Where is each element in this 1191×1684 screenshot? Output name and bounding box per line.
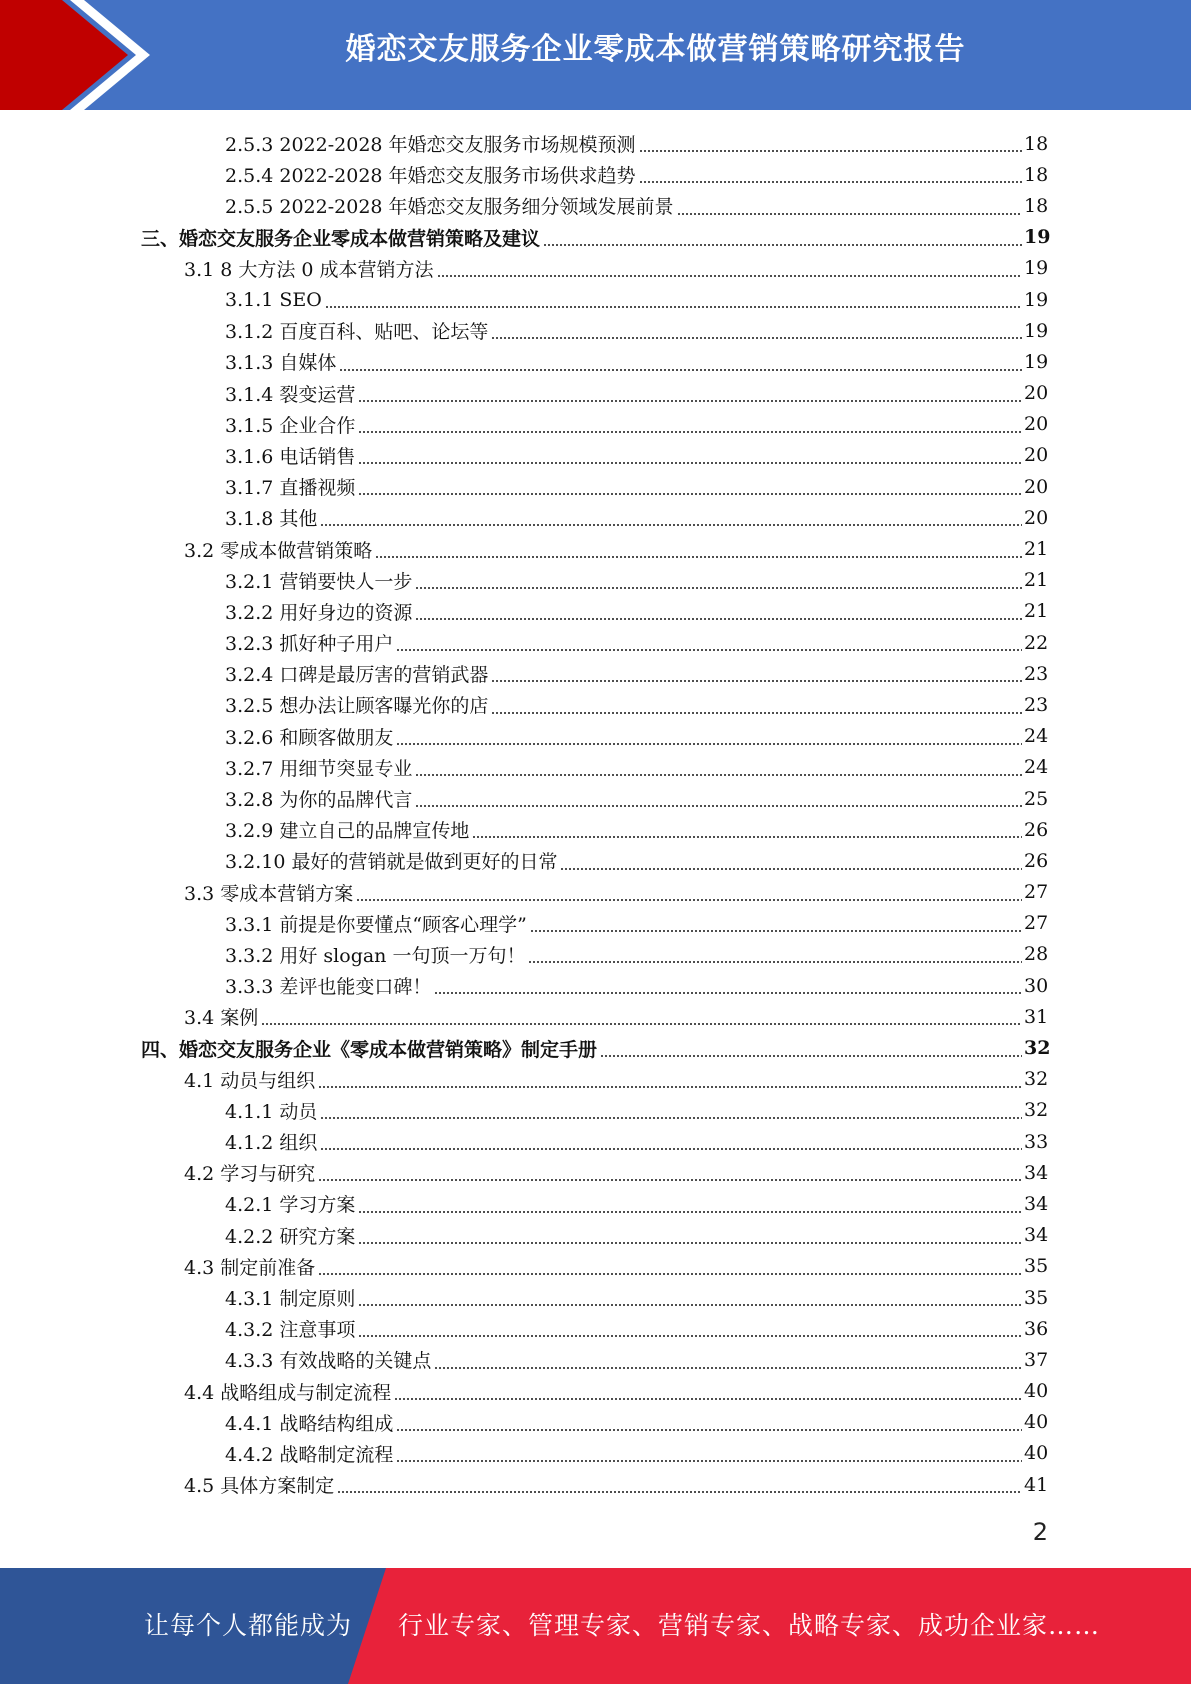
toc-entry[interactable] [0,1407,1191,1438]
toc-dot-leader [434,1367,1022,1369]
footer-slogan-right: 行业专家、管理专家、营销专家、战略专家、成功企业家…… [398,1611,1101,1640]
toc-entry[interactable] [0,908,1191,939]
toc-dot-leader [415,587,1022,589]
toc-entry-title: 3.3 零成本营销方案 [184,882,354,905]
toc-entry-page: 22 [1024,631,1049,654]
toc-entry-page: 40 [1024,1411,1049,1434]
toc-entry-title: 3.1.2 百度百科、贴吧、论坛等 [225,321,489,344]
toc-dot-leader [396,649,1022,651]
toc-entry-page: 21 [1024,538,1049,561]
toc-entry-title: 4.3.3 有效战略的关键点 [225,1350,432,1373]
toc-dot-leader [491,680,1022,682]
toc-dot-leader [396,743,1022,745]
toc-entry[interactable] [0,1064,1191,1095]
toc-entry[interactable] [0,814,1191,845]
toc-entry-title: 3.1.7 直播视频 [225,477,356,500]
toc-entry-page: 33 [1024,1130,1049,1153]
toc-entry[interactable] [0,1469,1191,1500]
table-of-contents [0,128,1191,1500]
toc-entry-title: 3.1.3 自媒体 [225,352,337,375]
toc-entry-title: 3.2.5 想办法让顾客曝光你的店 [225,695,489,718]
toc-entry-page: 35 [1024,1286,1049,1309]
toc-entry-page: 20 [1024,444,1049,467]
toc-entry-page: 27 [1024,912,1049,935]
toc-entry-page: 19 [1024,319,1049,342]
toc-entry-title: 3.3.1 前提是你要懂点“顾客心理学” [225,913,527,936]
toc-entry-page: 18 [1024,163,1049,186]
toc-dot-leader [396,1429,1022,1431]
toc-dot-leader [639,150,1022,152]
toc-dot-leader [491,712,1022,714]
toc-dot-leader [375,556,1022,558]
toc-dot-leader [528,961,1022,963]
toc-entry[interactable] [0,502,1191,533]
toc-dot-leader [325,306,1022,308]
toc-entry[interactable] [0,159,1191,190]
toc-entry-page: 23 [1024,693,1049,716]
toc-entry-title: 3.1 8 大方法 0 成本营销方法 [184,258,434,281]
toc-dot-leader [358,462,1022,464]
toc-entry[interactable] [0,1001,1191,1032]
toc-entry[interactable] [0,1282,1191,1313]
document-title: 婚恋交友服务企业零成本做营销策略研究报告 [345,32,966,67]
toc-entry[interactable] [0,315,1191,346]
toc-entry-title: 3.2 零成本做营销策略 [184,539,373,562]
toc-entry-page: 18 [1024,132,1049,155]
toc-dot-leader [261,1023,1022,1025]
toc-entry-page: 24 [1024,725,1049,748]
toc-dot-leader [358,1242,1022,1244]
page-number: 2 [1032,1518,1048,1546]
toc-entry[interactable] [0,689,1191,720]
toc-entry[interactable] [0,1376,1191,1407]
toc-entry-title: 4.2.2 研究方案 [225,1225,356,1248]
toc-dot-leader [437,275,1022,277]
toc-entry[interactable] [0,783,1191,814]
toc-entry-page: 31 [1024,1005,1049,1028]
toc-dot-leader [530,930,1022,932]
toc-entry[interactable] [0,284,1191,315]
toc-entry-page: 34 [1024,1224,1049,1247]
toc-entry-page: 19 [1024,288,1049,311]
toc-entry-title: 3.1.4 裂变运营 [225,383,356,406]
toc-entry-page: 28 [1024,943,1049,966]
footer-banner [0,1568,1191,1684]
toc-dot-leader [415,618,1022,620]
toc-entry[interactable] [0,1344,1191,1375]
toc-dot-leader [415,774,1022,776]
toc-entry-title: 2.5.4 2022-2028 年婚恋交友服务市场供求趋势 [225,165,636,188]
footer-slogan-left: 让每个人都能成为 [144,1611,353,1640]
toc-entry-title: 4.1 动员与组织 [184,1069,316,1092]
toc-entry-title: 3.2.10 最好的营销就是做到更好的日常 [225,851,558,874]
toc-entry[interactable] [0,1313,1191,1344]
toc-dot-leader [543,244,1022,246]
toc-entry-page: 20 [1024,475,1049,498]
toc-dot-leader [320,1117,1022,1119]
toc-entry-page: 19 [1024,226,1051,249]
toc-dot-leader [358,1211,1022,1213]
toc-entry[interactable] [0,222,1191,253]
toc-entry[interactable] [0,845,1191,876]
toc-entry-title: 3.2.6 和顾客做朋友 [225,726,394,749]
toc-dot-leader [415,805,1022,807]
toc-entry-title: 4.3 制定前准备 [184,1256,316,1279]
toc-entry-page: 20 [1024,382,1049,405]
toc-entry-title: 3.2.8 为你的品牌代言 [225,789,413,812]
toc-dot-leader [318,1179,1022,1181]
toc-dot-leader [358,1335,1022,1337]
toc-dot-leader [434,992,1022,994]
toc-entry-title: 2.5.5 2022-2028 年婚恋交友服务细分领域发展前景 [225,196,674,219]
toc-entry[interactable] [0,970,1191,1001]
toc-dot-leader [396,1460,1022,1462]
toc-entry[interactable] [0,1157,1191,1188]
toc-entry[interactable] [0,128,1191,159]
toc-entry-title: 3.1.5 企业合作 [225,414,356,437]
toc-entry-title: 3.1.6 电话销售 [225,445,356,468]
toc-entry-page: 35 [1024,1255,1049,1278]
toc-entry[interactable] [0,721,1191,752]
toc-dot-leader [358,400,1022,402]
toc-entry[interactable] [0,752,1191,783]
toc-entry[interactable] [0,346,1191,377]
toc-entry-title: 4.3.1 制定原则 [225,1288,356,1311]
toc-entry-page: 40 [1024,1380,1049,1403]
toc-entry-page: 36 [1024,1317,1049,1340]
toc-entry-page: 34 [1024,1161,1049,1184]
toc-dot-leader [472,836,1022,838]
toc-entry-page: 34 [1024,1192,1049,1215]
toc-entry[interactable] [0,627,1191,658]
toc-entry-title: 四、婚恋交友服务企业《零成本做营销策略》制定手册 [141,1038,598,1061]
toc-entry-title: 4.4.1 战略结构组成 [225,1412,394,1435]
toc-entry-title: 4.1.1 动员 [225,1100,318,1123]
toc-entry-title: 4.4.2 战略制定流程 [225,1443,394,1466]
toc-dot-leader [320,524,1022,526]
toc-entry-page: 27 [1024,881,1049,904]
toc-entry[interactable] [0,471,1191,502]
header-bar [0,0,1191,110]
toc-entry-title: 3.3.2 用好 slogan 一句顶一万句！ [225,944,526,967]
toc-dot-leader [560,868,1022,870]
toc-dot-leader [358,493,1022,495]
toc-entry-page: 21 [1024,600,1049,623]
toc-entry-page: 21 [1024,569,1049,592]
toc-entry-page: 24 [1024,756,1049,779]
toc-entry-title: 4.4 战略组成与制定流程 [184,1381,392,1404]
toc-entry-title: 4.2.1 学习方案 [225,1194,356,1217]
toc-dot-leader [318,1086,1022,1088]
toc-entry-title: 4.2 学习与研究 [184,1163,316,1186]
toc-entry-title: 3.2.4 口碑是最厉害的营销武器 [225,664,489,687]
toc-entry-title: 3.1.1 SEO [225,288,322,311]
toc-entry-page: 23 [1024,662,1049,685]
toc-entry[interactable] [0,1438,1191,1469]
toc-dot-leader [337,1491,1022,1493]
toc-entry-page: 37 [1024,1348,1049,1371]
toc-entry[interactable] [0,253,1191,284]
toc-entry-title: 3.2.2 用好身边的资源 [225,601,413,624]
toc-dot-leader [677,213,1022,215]
toc-entry-page: 26 [1024,849,1049,872]
toc-entry[interactable] [0,1095,1191,1126]
toc-dot-leader [339,369,1022,371]
toc-dot-leader [320,1148,1022,1150]
toc-entry[interactable] [0,939,1191,970]
toc-entry-title: 3.2.1 营销要快人一步 [225,570,413,593]
toc-entry-title: 3.1.8 其他 [225,508,318,531]
toc-dot-leader [639,181,1022,183]
toc-entry[interactable] [0,596,1191,627]
toc-entry-title: 3.2.9 建立自己的品牌宣传地 [225,820,470,843]
toc-entry-page: 18 [1024,194,1049,217]
toc-entry-page: 32 [1024,1068,1049,1091]
toc-dot-leader [318,1273,1022,1275]
toc-entry[interactable] [0,533,1191,564]
toc-entry-page: 32 [1024,1037,1051,1060]
toc-entry[interactable] [0,565,1191,596]
toc-entry-page: 32 [1024,1099,1049,1122]
toc-entry-title: 三、婚恋交友服务企业零成本做营销策略及建议 [141,227,541,250]
toc-entry-page: 19 [1024,350,1049,373]
toc-dot-leader [491,337,1022,339]
toc-entry-title: 2.5.3 2022-2028 年婚恋交友服务市场规模预测 [225,134,636,157]
toc-entry[interactable] [0,877,1191,908]
toc-entry[interactable] [0,1126,1191,1157]
toc-entry-title: 3.3.3 差评也能变口碑！ [225,976,432,999]
toc-entry[interactable] [0,440,1191,471]
toc-entry[interactable] [0,1251,1191,1282]
toc-entry[interactable] [0,658,1191,689]
toc-entry-page: 19 [1024,257,1049,280]
toc-entry-page: 30 [1024,974,1049,997]
toc-entry[interactable] [0,409,1191,440]
toc-entry[interactable] [0,1220,1191,1251]
toc-entry-title: 3.2.3 抓好种子用户 [225,633,394,656]
toc-dot-leader [358,1304,1022,1306]
toc-entry-page: 20 [1024,506,1049,529]
toc-entry-title: 3.4 案例 [184,1007,259,1030]
toc-dot-leader [358,431,1022,433]
toc-entry-title: 3.2.7 用细节突显专业 [225,757,413,780]
toc-entry[interactable] [0,1188,1191,1219]
toc-entry[interactable] [0,1032,1191,1063]
toc-entry-title: 4.1.2 组织 [225,1132,318,1155]
toc-dot-leader [356,899,1022,901]
toc-entry-page: 20 [1024,413,1049,436]
toc-entry[interactable] [0,378,1191,409]
toc-entry-page: 40 [1024,1442,1049,1465]
toc-entry-title: 4.3.2 注意事项 [225,1319,356,1342]
toc-entry-page: 26 [1024,818,1049,841]
toc-dot-leader [394,1398,1022,1400]
toc-entry[interactable] [0,190,1191,221]
toc-entry-title: 4.5 具体方案制定 [184,1475,335,1498]
toc-entry-page: 41 [1024,1473,1049,1496]
toc-entry-page: 25 [1024,787,1049,810]
toc-dot-leader [600,1055,1022,1057]
